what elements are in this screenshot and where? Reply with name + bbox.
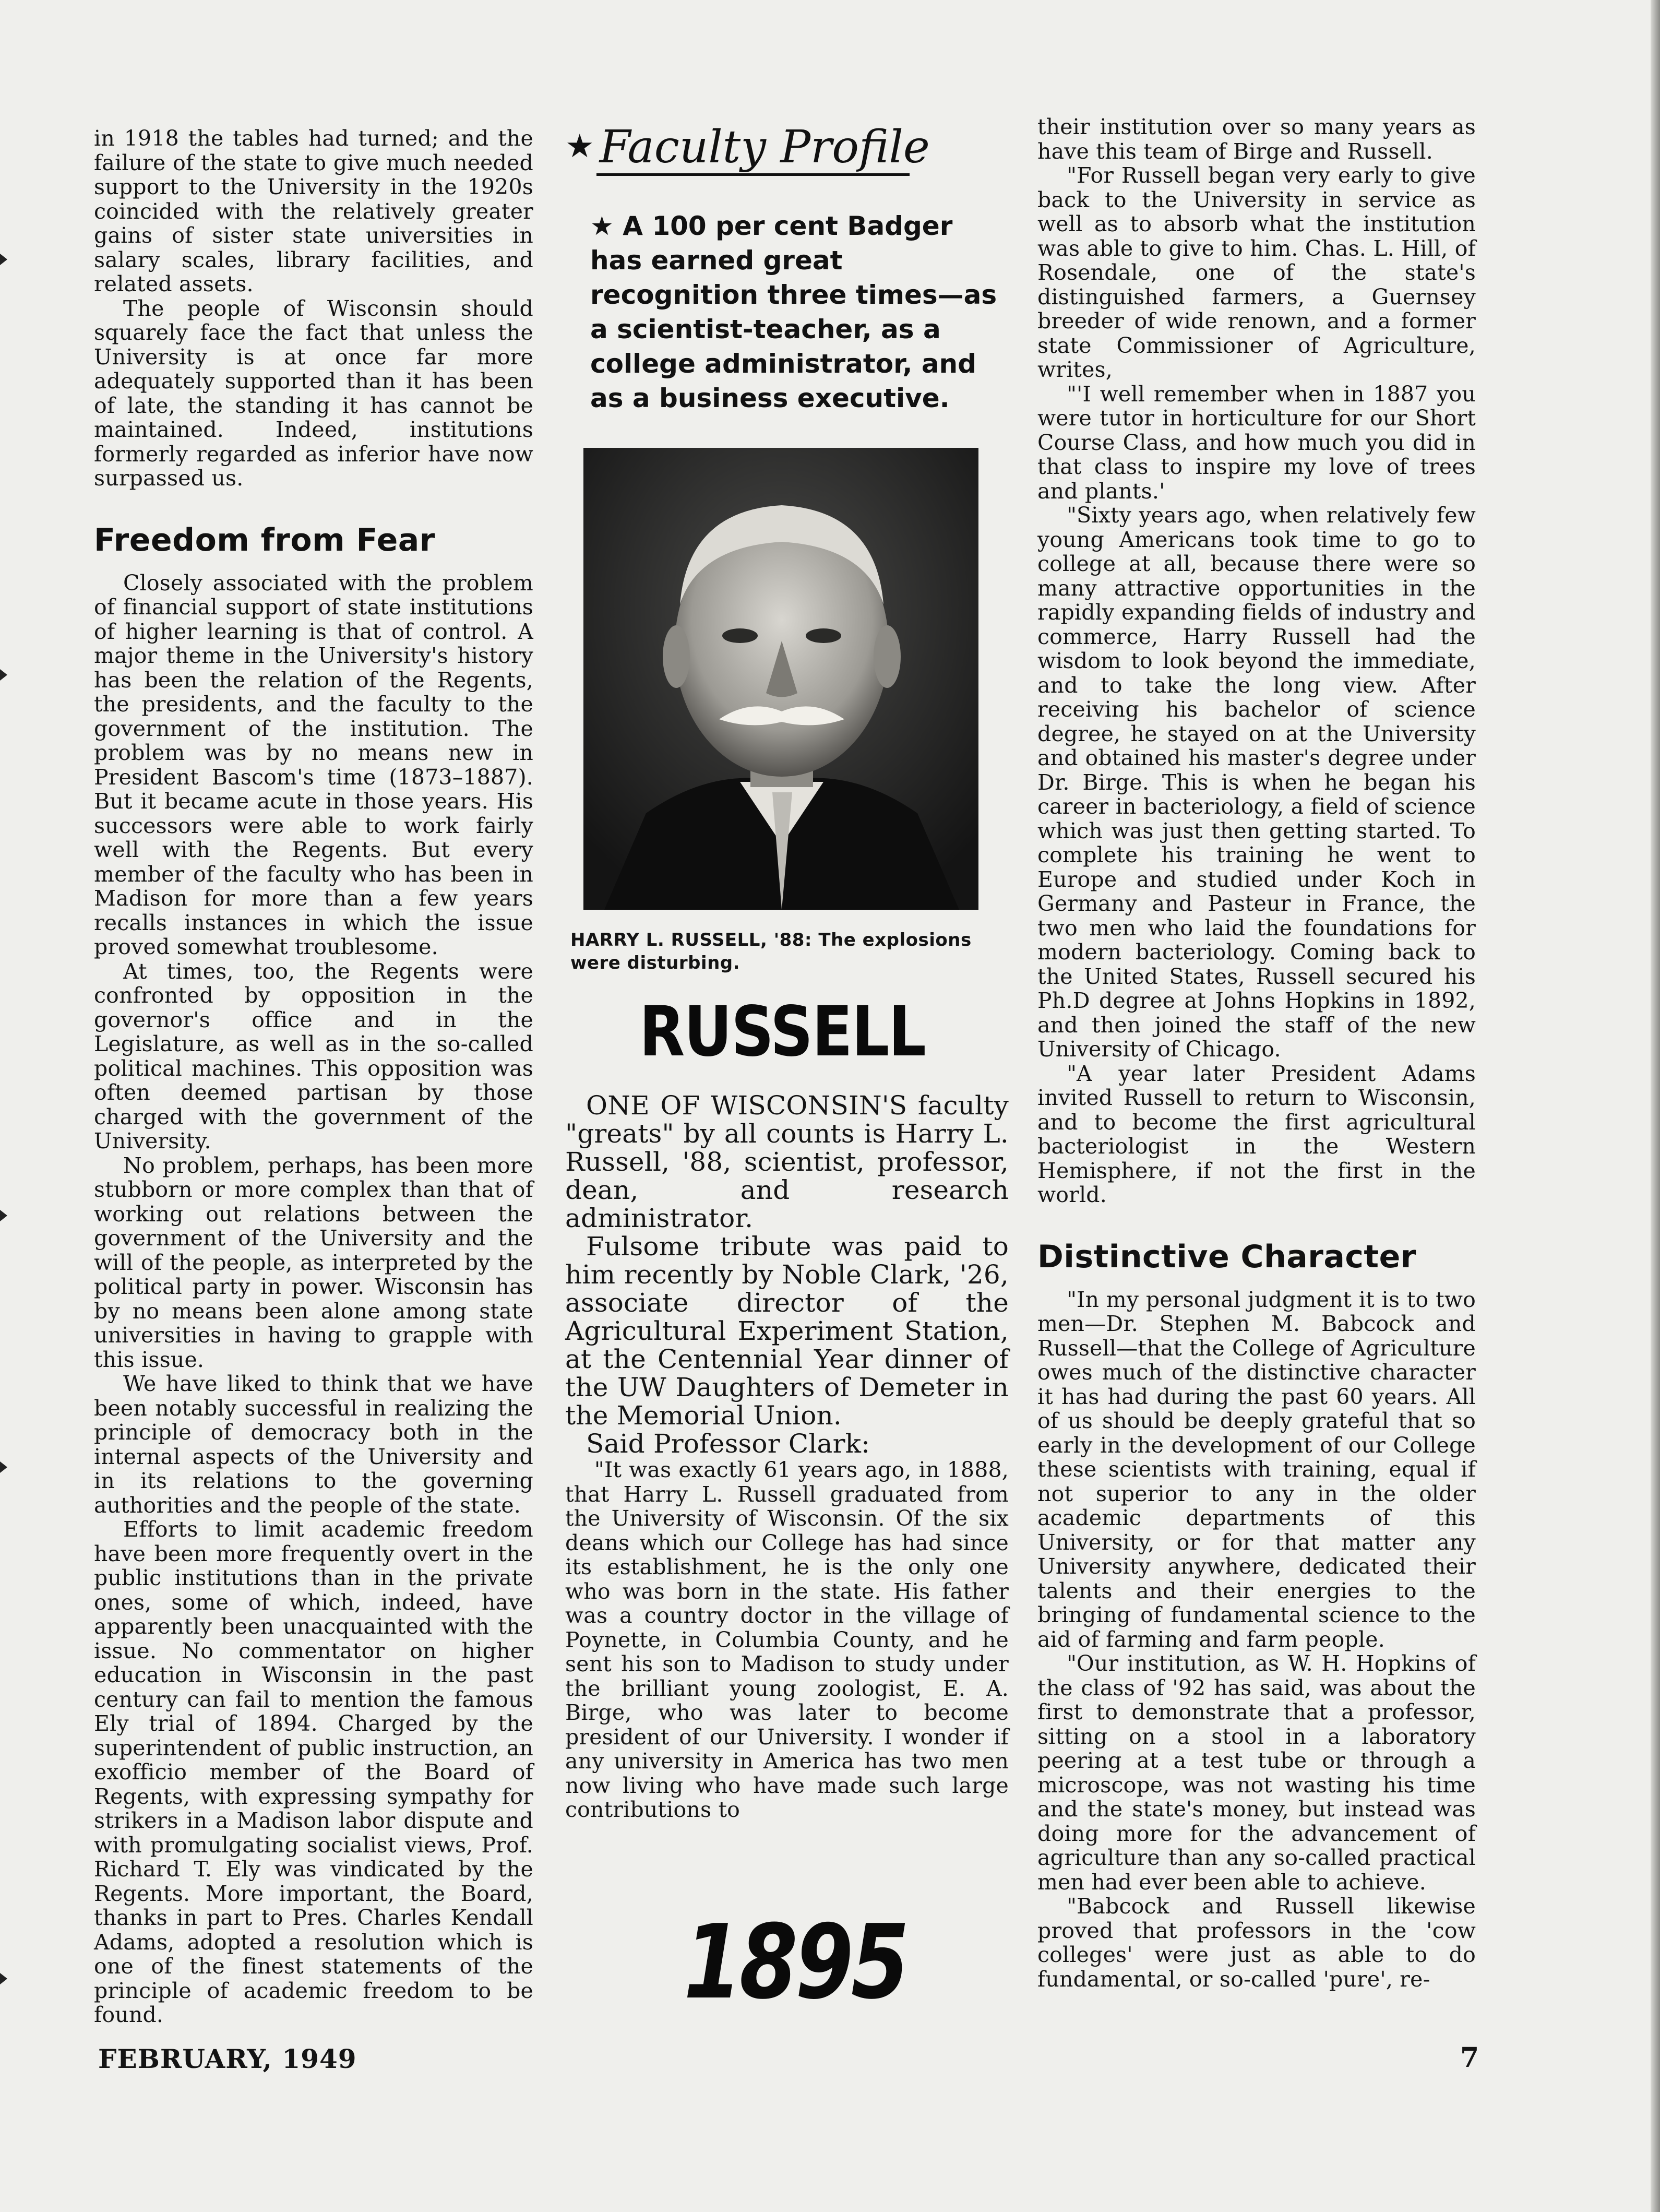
paragraph: Efforts to limit academic freedom have been more frequently overt in the public institutions than in the private ones, some of which, indeed, have apparently been unacquainted with the issue. No commentator on higher education in Wisconsin in the past century can fail to mention the famous Ely trial of 1894. Charged by the superintendent of public instruction, an exofficio member of the Board of Regents, with expressing sympathy for strikers in a Madison labor dispute and with promulgating socialist views, Prof. Richard T. Ely was vindicated by the Regents. More important, the Board, thanks in part to Pres. Charles Kendall Adams, adopted a resolution which is one of the finest statements of the principle of academic freedom to be found. xyxy=(94,1517,533,2027)
margin-mark xyxy=(0,1461,7,1473)
paragraph: At times, too, the Regents were confronted by opposition in the governor's office and in the Legislature, as well as in the so-called political machines. This opposition was often deemed partisan by those charged with the government of the University. xyxy=(94,958,533,1153)
page-number: 7 xyxy=(1460,2042,1479,2074)
margin-mark xyxy=(0,1210,7,1221)
issue-date: FEBRUARY, 1949 xyxy=(98,2043,357,2074)
star-icon: ★ xyxy=(590,211,614,241)
paragraph: "In my personal judgment it is to two men—Dr. Stephen M. Babcock and Russell—that the College of Agriculture owes much of the distinctive character it has had during the past 60 years. All of us should be deeply grateful that so early in the development of our College these scientists with training, equal if not superior to any in the older academic departments of this University, or for that matter any University anywhere, dedicated their talents and their energies to the bringing of fundamental science to the aid of farming and farm people. xyxy=(1037,1287,1476,1652)
photo-caption: HARRY L. RUSSELL, '88: The explosions were disturbing. xyxy=(570,930,972,973)
article-headline: RUSSELL xyxy=(639,992,926,1072)
section-heading: Distinctive Character xyxy=(1037,1238,1416,1275)
paragraph: "Sixty years ago, when relatively few young Americans took time to go to college at all, because there were so many attractive opportunities in the rapidly expanding fields of industry and commerce, Harry Russell had the wisdom to look beyond the immediate, and to take the long view. After receiving his bachelor of science degree, he stayed on at the University and obtained his master's degree under Dr. Birge. This is when he began his career in bacteriology, a field of science which was just then getting started. To complete his training he went to Europe and studied under Koch in Germany and Pasteur in France, the two men who laid the foundations for modern bacteriology. Coming back to the United States, Russell secured his Ph.D degree at Johns Hopkins in 1892, and then joined the staff of the new University of Chicago. xyxy=(1037,503,1476,1062)
margin-mark xyxy=(0,669,7,681)
year-stamp: 1895 xyxy=(684,1903,907,2022)
portrait-photo xyxy=(583,448,978,910)
right-column xyxy=(1037,115,1476,1991)
paragraph: We have liked to think that we have been notably successful in realizing the principle of democracy both in the internal aspects of the University and in its relations to the governing authorities and the people of the state. xyxy=(94,1371,533,1518)
paragraph: "For Russell began very early to give back to the University in service as well as to absorb what the institution was able to give to him. Chas. L. Hill, of Rosendale, one of the state's distinguished farmers, a Guernsey breeder of wide renown, and a former state Commissioner of Agriculture, writes, xyxy=(1037,163,1476,382)
paragraph: in 1918 the tables had turned; and the failure of the state to give much needed support to the University in the 1920s coincided with the relatively greater gains of sister state universities in salary scales, library facilities, and related assets. xyxy=(94,126,533,296)
profile-label-text: Faculty Profile xyxy=(599,121,930,173)
left-column xyxy=(94,126,533,2027)
margin-mark xyxy=(0,1973,7,1984)
said-line: Said Professor Clark: xyxy=(586,1429,870,1459)
star-icon: ★ xyxy=(565,127,594,165)
section-heading: Freedom from Fear xyxy=(94,521,435,558)
paragraph: The people of Wisconsin should squarely face the fact that unless the University is at once far more adequately supported than it has been of late, the standing it has cannot be maintained. Indeed, institutions formerly regarded as inferior have now surpassed us. xyxy=(94,295,533,491)
portrait-illustration xyxy=(583,448,978,910)
paragraph: "'I well remember when in 1887 you were tutor in horticulture for our Short Course Class, and how much you did in that class to inspire my love of trees and plants.' xyxy=(1037,381,1476,504)
paragraph: their institution over so many years as have this team of Birge and Russell. xyxy=(1037,114,1476,164)
intro-paragraph: Fulsome tribute was paid to him recently by Noble Clark, '26, associate director of the Agricultural Experiment Station, at the Centennial Year dinner of the UW Daughters of Demeter in the Memorial Union. xyxy=(565,1231,1009,1431)
margin-mark xyxy=(0,254,7,265)
page-edge xyxy=(1651,0,1660,2212)
paragraph: Closely associated with the problem of financial support of state institutions of higher learning is that of control. A major theme in the University's history has been the relation of the Regents, the presidents, and the faculty to the government of the institution. The problem was by no means new in President Bascom's time (1873–1887). But it became acute in those years. His successors were able to work fairly well with the Regents. But every member of the faculty who has been in Madison for more than a few years recalls instances in which the issue proved somewhat troublesome. xyxy=(94,570,533,959)
paragraph: No problem, perhaps, has been more stubborn or more complex than that of working out relations between the government of the University and the will of the people, as interpreted by the political party in power. Wisconsin has by no means been alone among state universities in having to grapple with this issue. xyxy=(94,1152,533,1372)
paragraph: "A year later President Adams invited Russell to return to Wisconsin, and to become the first agricultural bacteriologist in the Western Hemisphere, if not the first in the world. xyxy=(1037,1061,1476,1207)
faculty-profile-label xyxy=(565,121,1009,172)
intro-paragraph: ONE OF WISCONSIN'S faculty "greats" by all counts is Harry L. Russell, '88, scientist, professor, dean, and research administrator. xyxy=(565,1090,1009,1233)
article-deck xyxy=(590,209,1008,415)
deck-text: A 100 per cent Badger has earned great recognition three times—as a scientist-teacher, as a college administrator, and as a business executive. xyxy=(590,211,997,413)
quote-paragraph: "It was exactly 61 years ago, in 1888, that Harry L. Russell graduated from the University of Wisconsin. Of the six deans which our College has had since its establishment, he is the only one who was born in the state. His father was a country doctor in the village of Poynette, in Columbia County, and he sent his son to Madison to study under the brilliant young zoologist, E. A. Birge, who was later to become president of our University. I wonder if any university in America has two men now living who have made such large contributions to xyxy=(565,1457,1009,1822)
paragraph: "Babcock and Russell likewise proved that professors in the 'cow colleges' were just as able to do fundamental, or so-called 'pure', re- xyxy=(1037,1894,1476,1992)
label-underline xyxy=(596,173,910,176)
middle-column xyxy=(565,121,1009,1822)
paragraph: "Our institution, as W. H. Hopkins of the class of '92 has said, was about the first to demonstrate that a professor, sitting on a stool in a laboratory peering at a test tube or through a microscope, was not wasting his time and the state's money, but instead was doing more for the advancement of agriculture than any so-called practical men had ever been able to achieve. xyxy=(1037,1651,1476,1895)
